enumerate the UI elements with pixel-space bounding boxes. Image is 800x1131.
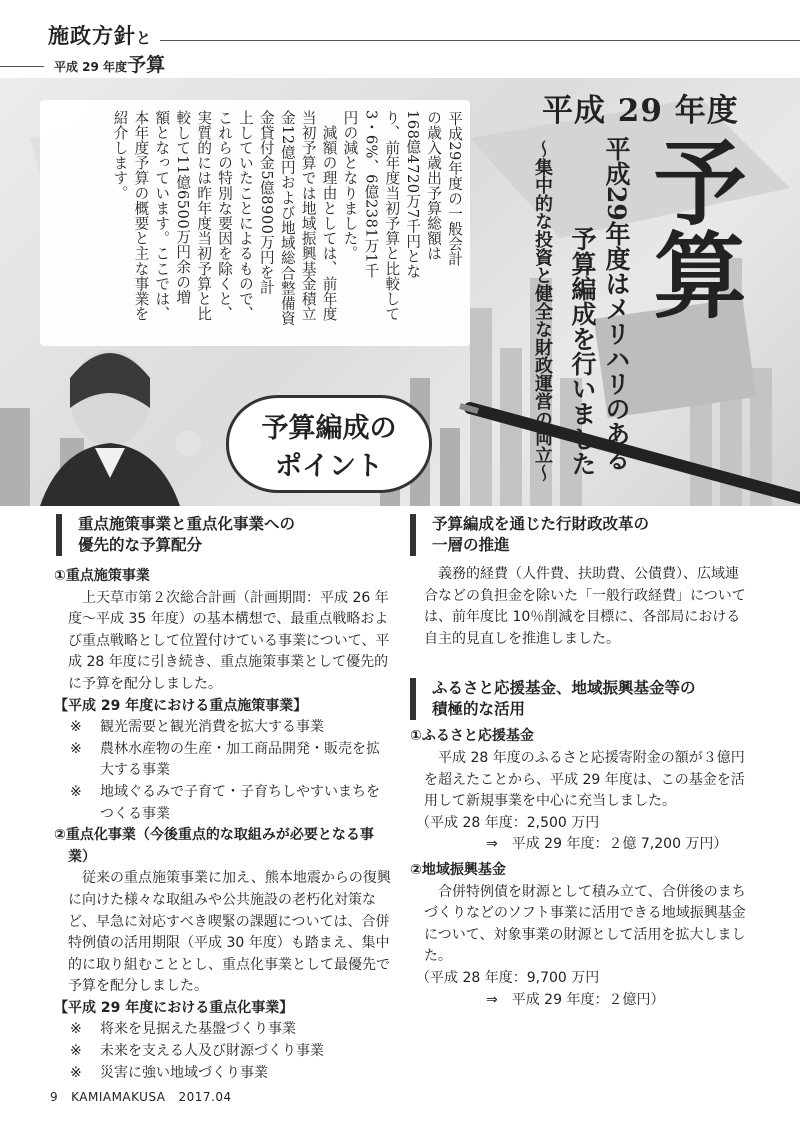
- left-column: [54, 514, 392, 1084]
- lead-paragraph: 平成29年度の一般会計 の歳入歳出予算総額は 168億4720万7千円とな り、前年度当初予算と比較して 3・6%、6億2381万1千 円の減となりました。 減額の理由としては、前年度 当初予算では地域振興基金積立 金12億円および地域総合整備資 金貸付金5億8900万円を計 上していたことによるもので、 これらの特別な要因を除くと、 実質的には昨年度当初予算と比 較して11億6500万円余の増 額となっています。ここでは、 本年度予算の概要と主な事業を 紹介します。: [111, 110, 463, 326]
- list-item: ※ 将来を見据えた基盤づくり事業: [70, 1021, 296, 1038]
- hero-tagline-2: 予算編成を行いました: [568, 226, 597, 476]
- right-column: [410, 514, 748, 1011]
- paragraph-regional-fund: 合併特例債を財源として積み立て、合併後のまちづくりなどのソフト事業に活用できる地域振興基金について、対象事業の財源として活用を拡大しました。: [424, 883, 746, 965]
- hometown-fund-next: ⇒ 平成 29 年度：２億 7,200 万円）: [486, 836, 728, 853]
- paragraph-hometown-fund: 平成 28 年度のふるさと応援寄附金の額が３億円を超えたことから、平成 29 年度は、この基金を活用して新規事業を中心に充当しました。: [424, 749, 745, 810]
- points-bubble: [226, 395, 432, 493]
- page-footer: [50, 1090, 232, 1104]
- section-heading-reform: 予算編成を通じた行財政改革の 一層の推進: [410, 514, 748, 556]
- hero-subtitle: ～集中的な投資と健全な財政運営の両立～: [532, 140, 553, 482]
- bracket-heading-focus: 【平成 29 年度における重点施策事業】: [54, 697, 308, 714]
- header-rule: [160, 40, 800, 41]
- section-heading-priority: 重点施策事業と重点化事業への 優先的な予算配分: [56, 514, 392, 556]
- page-number: 9: [50, 1090, 59, 1104]
- header-title: 施政方針と: [48, 23, 153, 48]
- bubble-line-1: 予算編成の: [261, 413, 397, 444]
- subsection-title-regional-fund: ②地域振興基金: [410, 861, 506, 878]
- paragraph-priority: 従来の重点施策事業に加え、熊本地震からの復興に向けた様々な取組みや公共施設の老朽化対策など、早急に対応すべき喫緊の課題については、合併特例債の活用期限（平成 30 年度）も踏まえ、集中的に取り組むこととし、重点化事業として最優先で予算を配分しました。: [68, 870, 391, 995]
- header-subtitle: 平成 29 年度予算: [54, 54, 166, 76]
- list-item: ※ 未来を支える人及び財源づくり事業: [70, 1043, 324, 1060]
- issue-date: 2017.04: [178, 1090, 232, 1104]
- magazine-name: KAMIAMAKUSA: [71, 1090, 166, 1104]
- paragraph-focus: 上天草市第２次総合計画（計画期間：平成 26 年度～平成 35 年度）の基本構想で、最重点戦略および重点戦略として位置付けている事業について、平成 28 年度に引き続き、重点施策事業として優先的に予算を配分しました。: [68, 589, 390, 692]
- bracket-heading-priority: 【平成 29 年度における重点化事業】: [54, 999, 294, 1016]
- list-item: ※ 地域ぐるみで子育て・子育ちしやすいまちをつくる事業: [70, 783, 380, 822]
- regional-fund-prev: （平成 28 年度：9,700 万円: [416, 969, 600, 986]
- list-item: ※ 観光需要と観光消費を拡大する事業: [70, 719, 324, 736]
- hometown-fund-prev: （平成 28 年度：2,500 万円: [416, 814, 600, 831]
- header-rule-lower: [0, 66, 44, 67]
- subsection-title-focus: ①重点施策事業: [54, 568, 150, 584]
- subsection-title-hometown-fund: ①ふるさと応援基金: [410, 728, 534, 745]
- hero-year: 平成 29 年度: [542, 93, 739, 129]
- regional-fund-next: ⇒ 平成 29 年度：２億円）: [486, 991, 665, 1008]
- bubble-line-2: ポイント: [275, 451, 383, 482]
- paragraph-reform: 義務的経費（人件費、扶助費、公債費）、広域連合などの負担金を除いた「一般行政経費」については、前年度比 10％削減を目標に、各部局における自主的見直しを推進しました。: [424, 566, 746, 647]
- subsection-title-priority: ②重点化事業（今後重点的な取組みが必要となる事業）: [54, 827, 374, 865]
- section-heading-funds: ふるさと応援基金、地域振興基金等の 積極的な活用: [410, 678, 748, 720]
- list-item: ※ 農林水産物の生産・加工商品開発・販売を拡大する事業: [70, 740, 380, 779]
- list-item: ※ 災害に強い地域づくり事業: [70, 1064, 268, 1081]
- hero-tagline-1: 平成29年度はメリハリのある: [602, 136, 631, 471]
- hero-big-title: 予算: [638, 134, 746, 320]
